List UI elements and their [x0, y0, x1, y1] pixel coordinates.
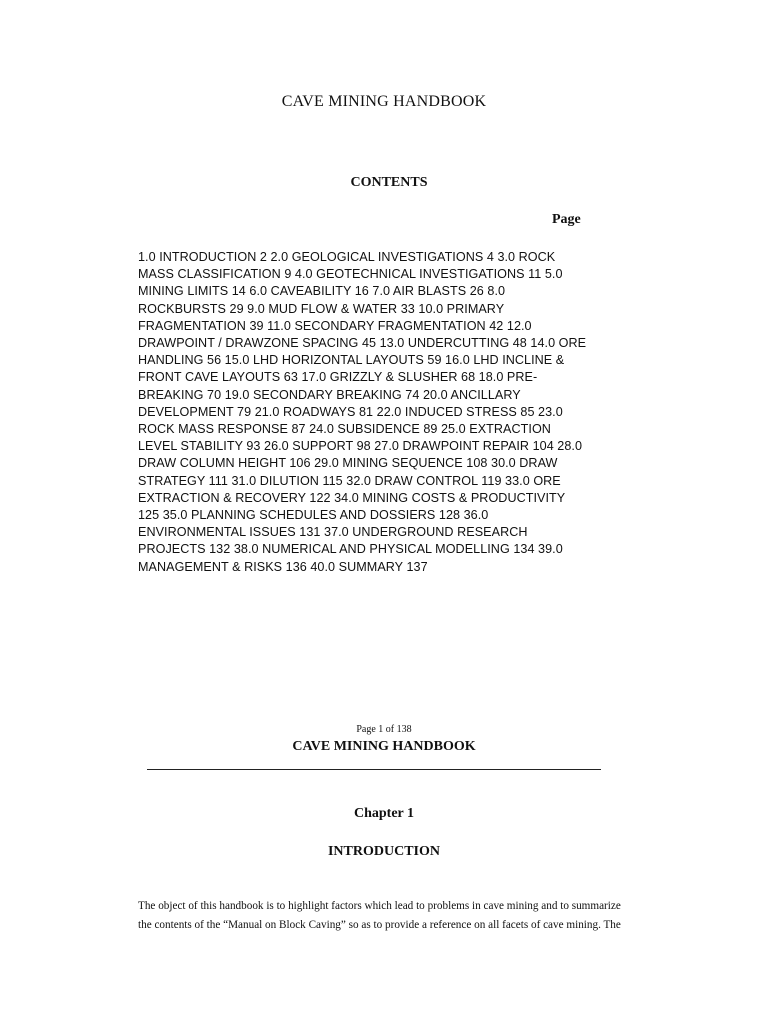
contents-heading: CONTENTS [350, 175, 428, 190]
page-number-footer: Page 1 of 138 [356, 724, 412, 735]
chapter-title: INTRODUCTION [327, 844, 440, 859]
page-column-label: Page [552, 212, 581, 227]
header-divider-line [147, 769, 601, 770]
chapter-label: Chapter 1 [353, 806, 415, 821]
paragraph-line: The object of this handbook is to highlight factors which lead to problems in cave mining and to summarize [138, 900, 621, 912]
running-header-title: CAVE MINING HANDBOOK [292, 739, 476, 754]
paragraph-line: the contents of the “Manual on Block Caving” so as to provide a reference on all facets of cave mining. The [138, 918, 621, 931]
table-of-contents-text: 1.0 INTRODUCTION 2 2.0 GEOLOGICAL INVESTIGATIONS 4 3.0 ROCK MASS CLASSIFICATION 9 4.0 GEOTECHNICAL INVESTIGATIONS 11 5.0 MINING LIMITS 14 6.0 CAVEABILITY 16 7.0 AIR BLASTS 26 8.0 ROCKBURSTS 29 9.0 MUD FLOW & WATER 33 10.0 PRIMARY FRAGMENTATION 39 11.0 SECONDARY FRAGMENTATION 42 12.0 DRAWPOINT / DRAWZONE SPACING 45 13.0 UNDERCUTTING 48 14.0 ORE HANDLING 56 15.0 LHD HORIZONTAL LAYOUTS 59 16.0 LHD INCLINE & FRONT CAVE LAYOUTS 63 17.0 GRIZZLY & SLUSHER 68 18.0 PRE-BREAKING 70 19.0 SECONDARY BREAKING 74 20.0 ANCILLARY DEVELOPMENT 79 21.0 ROADWAYS 81 22.0 INDUCED STRESS 85 23.0 ROCK MASS RESPONSE 87 24.0 SUBSIDENCE 89 25.0 EXTRACTION LEVEL STABILITY 93 26.0 SUPPORT 98 27.0 DRAWPOINT REPAIR 104 28.0 DRAW COLUMN HEIGHT 106 29.0 MINING SEQUENCE 108 30.0 DRAW STRATEGY 111 31.0 DILUTION 115 32.0 DRAW CONTROL 119 33.0 ORE EXTRACTION & RECOVERY 122 34.0 MINING COSTS & PRODUCTIVITY 125 35.0 PLANNING SCHEDULES AND DOSSIERS 128 36.0 ENVIRONMENTAL ISSUES 131 37.0 UNDERGROUND RESEARCH PROJECTS 132 38.0 NUMERICAL AND PHYSICAL MODELLING 134 39.0 MANAGEMENT & RISKS 136 40.0 SUMMARY 137 [138, 250, 587, 574]
introduction-paragraph [138, 897, 630, 934]
document-title: CAVE MINING HANDBOOK [281, 93, 487, 110]
